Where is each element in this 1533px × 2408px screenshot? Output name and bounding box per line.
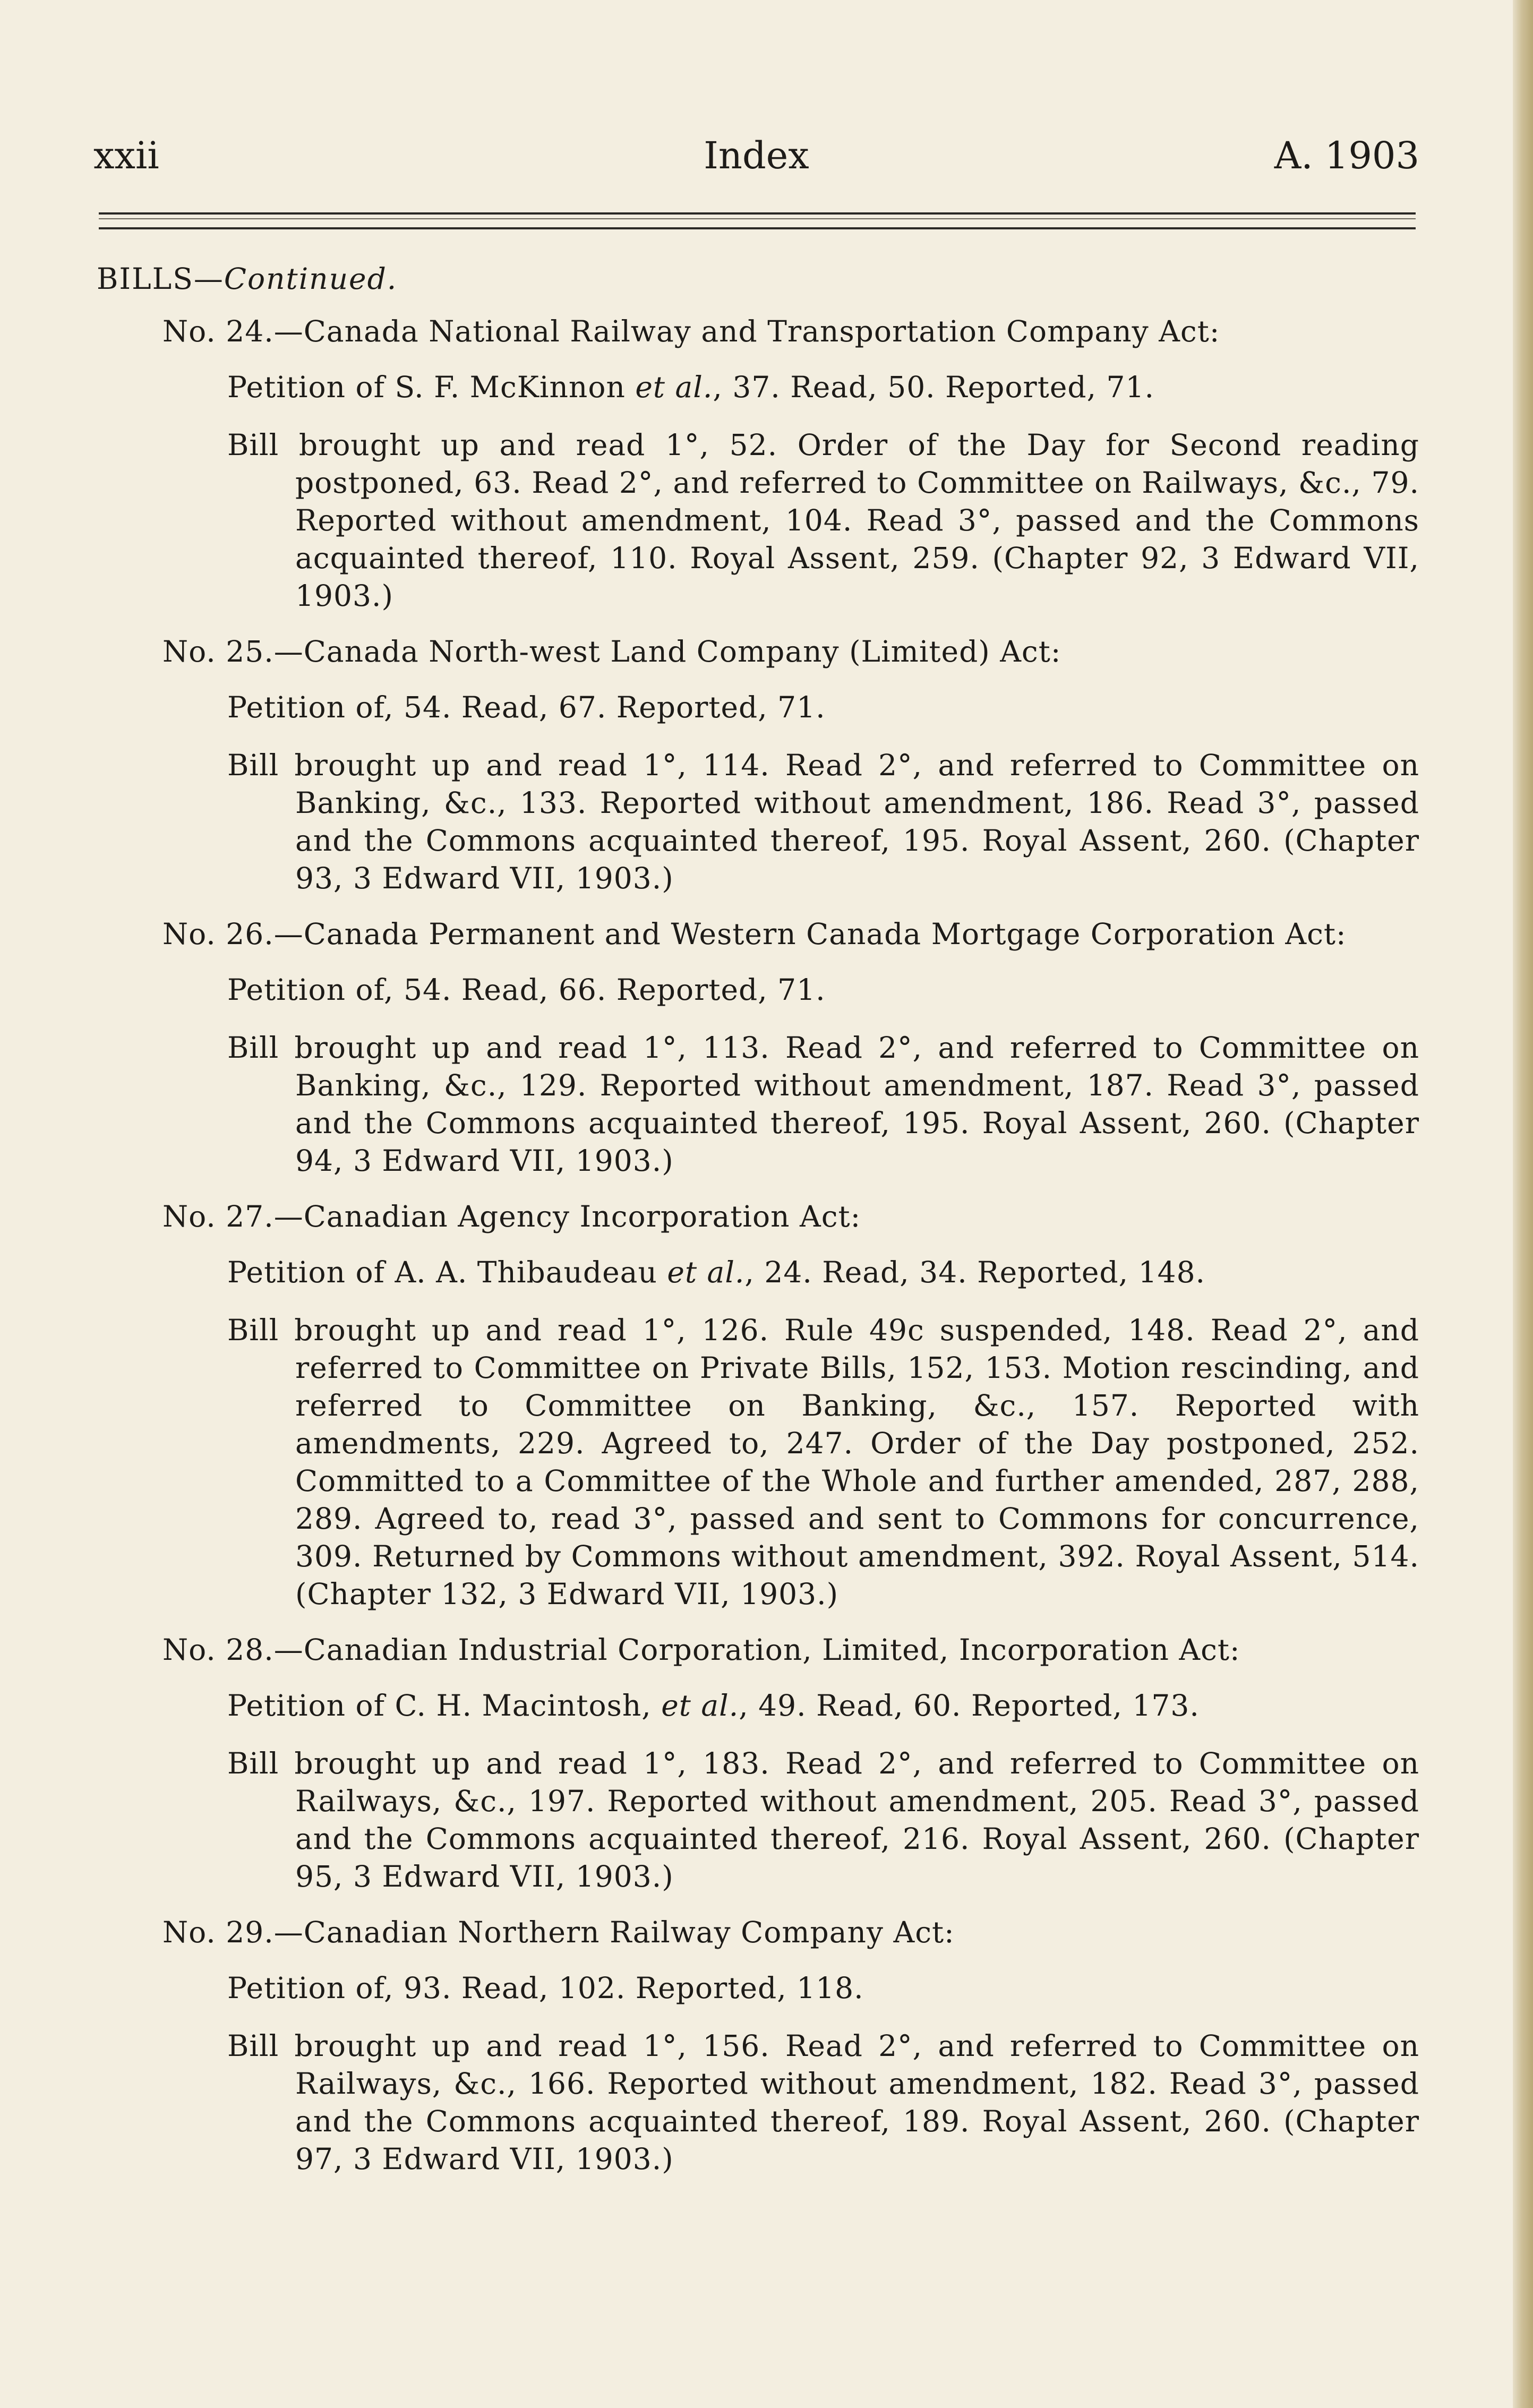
section-heading-continued: Continued. [224,262,398,296]
entry-title: No. 24.—Canada National Railway and Transportation Company Act: [162,314,1220,348]
bill-entry [93,633,1419,897]
petition-etal: et al. [635,370,713,404]
section-heading-label: BILLS [97,262,194,296]
petition-text-end: , 24. Read, 34. Reported, 148. [744,1255,1206,1289]
petition-text-end: , 37. Read, 50. Reported, 71. [713,370,1155,404]
petition-text: Petition of C. H. Macintosh, [227,1689,662,1723]
entry-title: No. 25.—Canada North-west Land Company (Limited) Act: [162,635,1061,669]
bill-entry [93,313,1419,615]
index-content [93,260,1419,2196]
entry-title: No. 26.—Canada Permanent and Western Canada Mortgage Corporation Act: [162,917,1347,951]
entry-bill-history: Bill brought up and read 1°, 52. Order of the Day for Second reading postponed, 63. Read 2°, and referred to Committee on Railways, &c., 79. Reported without amendment, 104. Read 3°, passed and the Commons acquainted thereof, 110. Royal Assent, 259. (Chapter 92, 3 Edward VII, 1903.) [227,428,1419,613]
header-inner-rule [99,218,1416,219]
bill-entry [93,915,1419,1180]
petition-etal: et al. [661,1689,739,1723]
page-number: xxii [93,134,159,177]
entry-bill-history: Bill brought up and read 1°, 156. Read 2°, and referred to Committee on Railways, &c., 166. Reported without amendment, 182. Read 3°, passed and the Commons acquainted thereof, 189. Royal Assent, 260. (Chapter 97, 3 Edward VII, 1903.) [227,2029,1419,2176]
entry-bill-history: Bill brought up and read 1°, 126. Rule 49c suspended, 148. Read 2°, and referred to Committee on Private Bills, 152, 153. Motion rescinding, and referred to Committee on Banking, &c., 157. Reported with amendments, 229. Agreed to, 247. Order of the Day postponed, 252. Committed to a Committee of the Whole and further amended, 287, 288, 289. Agreed to, read 3°, passed and sent to Commons for concurrence, 309. Returned by Commons without amendment, 392. Royal Assent, 514. (Chapter 132, 3 Edward VII, 1903.) [227,1313,1419,1611]
entry-petition [227,1687,1419,1725]
bill-entry [93,1198,1419,1613]
petition-text: Petition of, 93. Read, 102. Reported, 118. [227,1971,864,2005]
entry-bill-history: Bill brought up and read 1°, 114. Read 2°, and referred to Committee on Banking, &c., 133. Reported without amendment, 186. Read 3°, passed and the Commons acquainted thereof, 195. Royal Assent, 260. (Chapter 93, 3 Edward VII, 1903.) [227,748,1419,895]
bill-entry [93,1914,1419,2178]
entry-petition [227,1254,1419,1291]
entry-petition [227,1969,1419,2007]
page-title: Index [704,134,809,177]
section-heading-dash: — [193,262,224,296]
section-heading [97,260,1419,298]
petition-text: Petition of, 54. Read, 66. Reported, 71. [227,973,826,1007]
entry-petition [227,971,1419,1009]
entry-bill-history: Bill brought up and read 1°, 113. Read 2°, and referred to Committee on Banking, &c., 129. Reported without amendment, 187. Read 3°, passed and the Commons acquainted thereof, 195. Royal Assent, 260. (Chapter 94, 3 Edward VII, 1903.) [227,1031,1419,1178]
entry-bill-history: Bill brought up and read 1°, 183. Read 2°, and referred to Committee on Railways, &c., 197. Reported without amendment, 205. Read 3°, passed and the Commons acquainted thereof, 216. Royal Assent, 260. (Chapter 95, 3 Edward VII, 1903.) [227,1746,1419,1893]
petition-text: Petition of A. A. Thibaudeau [227,1255,667,1289]
page-header [93,126,1419,185]
entry-petition [227,689,1419,726]
entry-title: No. 29.—Canadian Northern Railway Company Act: [162,1915,955,1949]
page-year: A. 1903 [1274,134,1419,177]
entry-title: No. 27.—Canadian Agency Incorporation Act: [162,1199,861,1233]
petition-text-end: , 49. Read, 60. Reported, 173. [739,1689,1200,1723]
page-binding-edge [1513,0,1533,2408]
entry-title: No. 28.—Canadian Industrial Corporation, Limited, Incorporation Act: [162,1633,1240,1667]
petition-text: Petition of S. F. McKinnon [227,370,636,404]
entry-petition [227,369,1419,406]
petition-etal: et al. [667,1255,745,1289]
bill-entry [93,1631,1419,1896]
petition-text: Petition of, 54. Read, 67. Reported, 71. [227,690,826,724]
header-double-rule [99,212,1416,229]
